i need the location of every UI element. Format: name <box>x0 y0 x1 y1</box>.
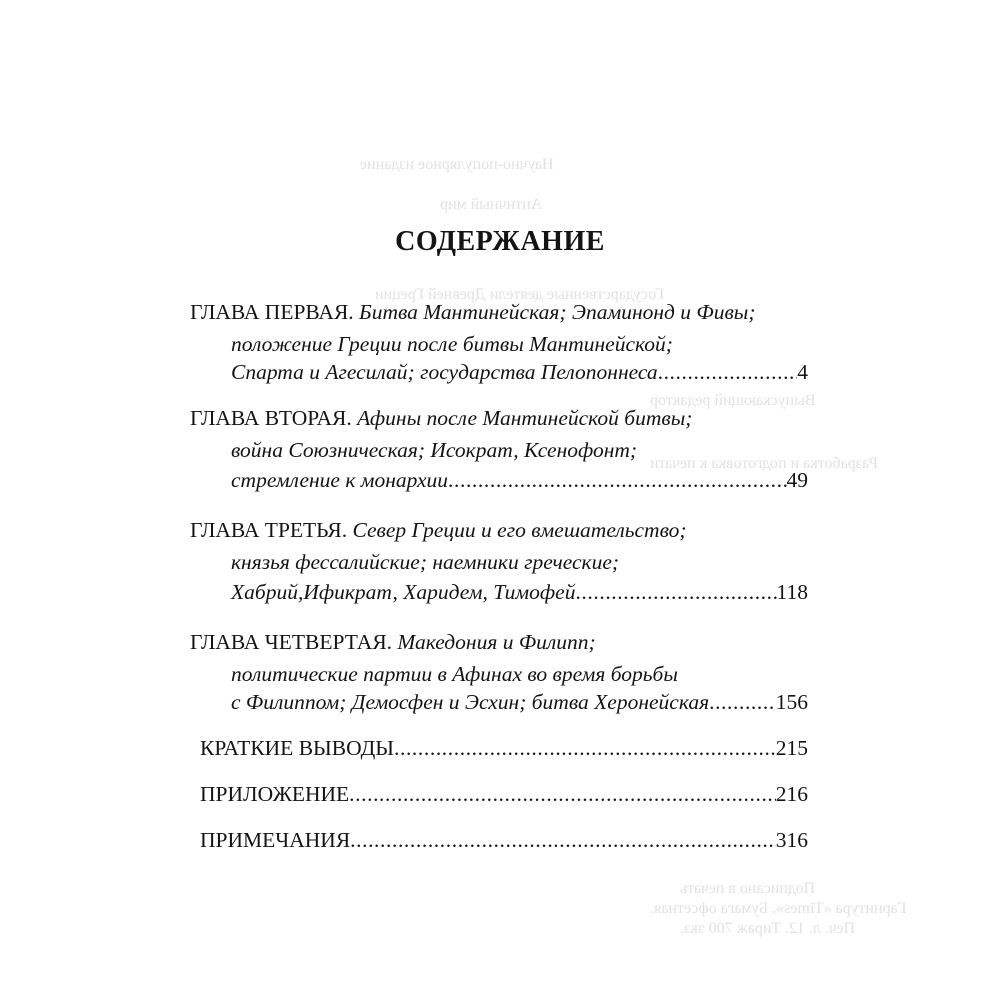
page-number: 4 <box>797 360 808 384</box>
bleed-text-2: Античный мир <box>440 196 543 213</box>
bleed-text-6: Подписано в печать <box>680 880 816 897</box>
chapter-description: Север Греции и его вмешательство; <box>352 518 687 542</box>
toc-entry <box>200 734 808 762</box>
toc-entry-last-line <box>231 358 808 386</box>
leader-dots <box>448 466 786 494</box>
toc-entry-first-line <box>190 404 692 432</box>
chapter-description-line: Спарта и Агесилай; государства Пелопоннеса <box>231 360 658 384</box>
section-heading: КРАТКИЕ ВЫВОДЫ <box>200 736 394 760</box>
bleed-text-8: Печ. л. 12. Тираж 700 экз. <box>680 920 856 937</box>
page-number: 49 <box>786 468 808 492</box>
leader-dots <box>575 578 776 606</box>
chapter-heading: ГЛАВА ПЕРВАЯ. <box>190 300 354 324</box>
toc-entry-first-line <box>190 628 596 656</box>
bleed-text-3: Государственные деятели Древней Греции <box>375 286 665 303</box>
chapter-description-line: война Союзническая; Исократ, Ксенофонт; <box>231 438 638 462</box>
chapter-description: Битва Мантинейская; Эпаминонд и Фивы; <box>359 300 756 324</box>
chapter-description-line: политические партии в Афинах во время борьбы <box>231 662 678 686</box>
chapter-heading: ГЛАВА ВТОРАЯ. <box>190 406 352 430</box>
toc-entry <box>200 780 808 808</box>
page-number: 216 <box>775 782 808 806</box>
leader-dots <box>349 780 776 808</box>
page-number: 118 <box>776 580 808 604</box>
toc-entry-last-line <box>231 578 808 606</box>
chapter-description-line: стремление к монархии <box>231 468 449 492</box>
toc-entry-last-line <box>231 466 808 494</box>
chapter-description-line: положение Греции после битвы Мантинейской; <box>231 332 673 356</box>
page-number: 156 <box>775 690 808 714</box>
toc-entry <box>200 826 808 854</box>
page-number: 215 <box>775 736 808 760</box>
toc-entry-first-line <box>190 516 687 544</box>
chapter-description-line: князья фессалийские; наемники греческие; <box>231 550 620 574</box>
leader-dots <box>658 358 798 386</box>
toc-entry-first-line <box>190 298 756 326</box>
chapter-description-line: Хабрий,Ификрат, Харидем, Тимофей <box>231 580 576 604</box>
toc-title: СОДЕРЖАНИЕ <box>395 226 605 257</box>
bleed-text-5: Разработка и подготовка к печати <box>650 455 879 472</box>
leader-dots <box>350 826 776 854</box>
bleed-text-7: Гарнитура «Times». Бумага офсетная. <box>650 900 907 917</box>
leader-dots <box>709 688 776 716</box>
chapter-heading: ГЛАВА ЧЕТВЕРТАЯ. <box>190 630 393 654</box>
toc-entry-last-line <box>231 688 808 716</box>
bleed-text-4: Выпускающий редактор <box>650 392 816 409</box>
section-heading: ПРИМЕЧАНИЯ <box>200 828 351 852</box>
chapter-heading: ГЛАВА ТРЕТЬЯ. <box>190 518 348 542</box>
section-heading: ПРИЛОЖЕНИЕ <box>200 782 350 806</box>
chapter-description-line: с Филиппом; Демосфен и Эсхин; битва Херонейская <box>231 690 710 714</box>
chapter-description: Афины после Мантинейской битвы; <box>357 406 693 430</box>
leader-dots <box>394 734 776 762</box>
bleed-text-1: Научно-популярное издание <box>360 156 554 173</box>
chapter-description: Македония и Филипп; <box>397 630 596 654</box>
page-number: 316 <box>775 828 808 852</box>
